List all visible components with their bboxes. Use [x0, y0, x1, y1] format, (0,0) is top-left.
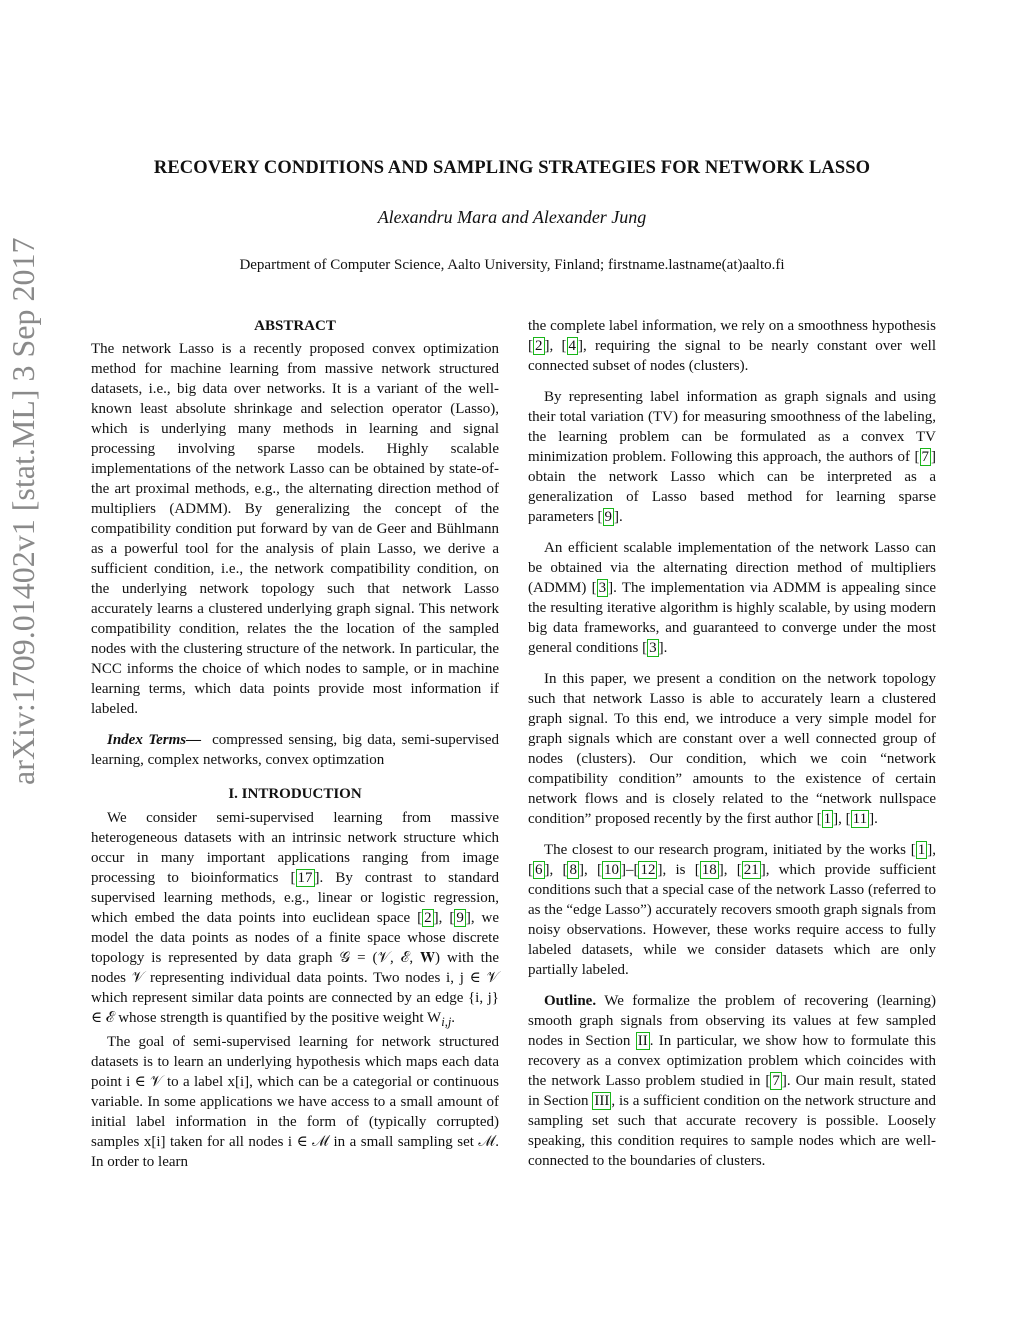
index-terms	[91, 730, 499, 770]
citation-link[interactable]: 6	[535, 862, 543, 878]
section-link[interactable]: II	[637, 1033, 648, 1049]
right-paragraph-5: The closest to our research program, initiated by the works [ 1 ], [ 6 ], [ 8 ], [ 10 ]–[ 12 ], is [ 18 ], [ 21 ], which provide sufficient conditions such that a special case of the network Lasso (referred to as the “edge Lasso”) accurately recovers smooth graph signals from noisy observations. However, these works require access to fully labeled datasets, while we consider datasets which are only partially labeled.	[528, 842, 936, 978]
citation-link[interactable]: 8	[569, 862, 577, 878]
paper-affiliation: Department of Computer Science, Aalto University, Finland; firstname.lastname(at)aalto.fi	[239, 257, 785, 273]
citation-link[interactable]: 3	[598, 580, 607, 596]
right-paragraph-1: the complete label information, we rely on a smoothness hypothesis [ 2 ], [ 4 ], requiring the signal to be nearly constant over well connected subset of nodes (clusters).	[528, 318, 936, 374]
paper-title: RECOVERY CONDITIONS AND SAMPLING STRATEGIES FOR NETWORK LASSO	[153, 158, 871, 178]
arxiv-sidebar-stamp: arXiv:1709.01402v1 [stat.ML] 3 Sep 2017	[5, 237, 41, 785]
citation-link[interactable]: 11	[852, 811, 868, 827]
abstract-text: The network Lasso is a recently proposed convex optimization method for machine learning from massive network structured datasets, i.e., big data over networks. It is a variant of the well-known least absolute shrinkage and selection operator (Lasso), which is underlying many methods in learning and signal processing involving sparse models. Highly scalable implementations of the network Lasso can be obtained by state-of-the art proximal methods, e.g., the alternating direction method of multipliers (ADMM). By generalizing the concept of the compatibility condition put forward by van de Geer and Bühlmann as a powerful tool for the analysis of plain Lasso, we derive a sufficient condition, i.e., the network compatibility condition, on the underlying network topology such that network Lasso accurately learns a clustered underlying graph signal. This network compatibility condition, relates the the location of the sampled nodes with the clustering structure of the network. In particular, the NCC informs the choice of which nodes to sample, or in machine learning terms, which data points provide most information if labeled.	[91, 341, 499, 717]
citation-link[interactable]: 4	[568, 338, 577, 354]
abstract-heading: ABSTRACT	[254, 318, 336, 334]
index-terms-list: compressed sensing, big data, semi-supervised learning, complex networks, convex optimzation	[91, 732, 500, 768]
citation-link[interactable]: 3	[649, 640, 657, 656]
right-paragraph-3: An efficient scalable implementation of the network Lasso can be obtained via the alternating direction method of multipliers (ADMM) [ 3 ]. The implementation via ADMM is appealing since the resulting iterative algorithm is highly scalable, by using modern big data frameworks, and guaranteed to converge under the most general conditions [ 3 ].	[528, 540, 936, 656]
paper-authors: Alexandru Mara and Alexander Jung	[377, 207, 647, 227]
citation-link[interactable]: 2	[535, 338, 543, 354]
intro-paragraph-2: The goal of semi-supervised learning for network structured datasets is to learn an underlying hypothesis which maps each data point i ∈ 𝒱 to a label x[i], which can be a categorial or continuous variable. In some applications we have access to a small amount of initial label information in the form of (typically corrupted) samples x[i] taken for all nodes i ∈ ℳ in a small sampling set ℳ. In order to learn	[91, 1034, 499, 1170]
left-column	[91, 316, 499, 1172]
citation-link[interactable]: 1	[917, 842, 926, 858]
outline-paragraph: Outline. We formalize the problem of recovering (learning) smooth graph signals from observing its values at few sampled nodes in Section II . In particular, we show how to formulate this recovery as a convex optimization problem which coincides with the network Lasso problem studied in [ 7 ]. Our main result, stated in Section III , is a sufficient condition on the network structure and sampling set such that accurate recovery is possible. Loosely speaking, this condition requires to sample nodes which are well-connected to the boundaries of clusters.	[528, 993, 937, 1169]
citation-link[interactable]: 9	[604, 509, 613, 525]
right-column	[528, 316, 936, 1171]
outline-label: Outline.	[544, 993, 597, 1009]
citation-link[interactable]: 7	[921, 449, 929, 465]
right-paragraph-2: By representing label information as graph signals and using their total variation (TV) for measuring smoothness of the labeling, the learning problem can be formulated as a convex TV minimization problem. Following this approach, the authors of [ 7 ] obtain the network Lasso which can be interpreted as a generalization of Lasso based method for learning sparse parameters [ 9 ].	[528, 389, 936, 525]
intro-heading: I. INTRODUCTION	[228, 786, 362, 802]
intro-paragraph-1: We consider semi-supervised learning from massive heterogeneous datasets with an intrinsic network structure which occur in many important applications ranging from image processing to bioinformatics [ 17 ]. By contrast to standard supervised learning methods, e.g., linear or logistic regression, which embed the data points into euclidean space [ 2 ], [ 9 ], we model the data points as nodes of a finite space whose discrete topology is represented by data graph 𝒢 = (𝒱, ℰ, 𝐖) with the nodes 𝒱 representing individual data points. Two nodes i, j ∈ 𝒱 which represent similar data points are connected by an edge {i, j} ∈ ℰ whose strength is quantified by the positive weight $W_{i,j}$.	[91, 810, 500, 1029]
citation-link[interactable]: 1	[823, 811, 832, 827]
citation-link[interactable]: 21	[743, 862, 759, 878]
citation-link[interactable]: 17	[297, 870, 313, 886]
citation-link[interactable]: 7	[772, 1073, 780, 1089]
section-link[interactable]: III	[594, 1093, 610, 1109]
citation-link[interactable]: 18	[701, 862, 717, 878]
citation-link[interactable]: 12	[640, 862, 656, 878]
citation-link[interactable]: 2	[424, 910, 432, 926]
index-terms-label: Index Terms—	[107, 732, 202, 748]
citation-link[interactable]: 9	[456, 910, 464, 926]
right-paragraph-4: In this paper, we present a condition on the network topology such that network Lasso is able to accurately learn a clustered graph signal. To this end, we introduce a very simple model for graph signals which are constant over a well connected group of nodes (clusters). Our condition, which we coin “network compatibility condition” amounts to the existence of certain network flows and is closely related to the “network nullspace condition” proposed recently by the first author [ 1 ], [ 11 ].	[528, 671, 936, 827]
citation-link[interactable]: 10	[603, 862, 619, 878]
